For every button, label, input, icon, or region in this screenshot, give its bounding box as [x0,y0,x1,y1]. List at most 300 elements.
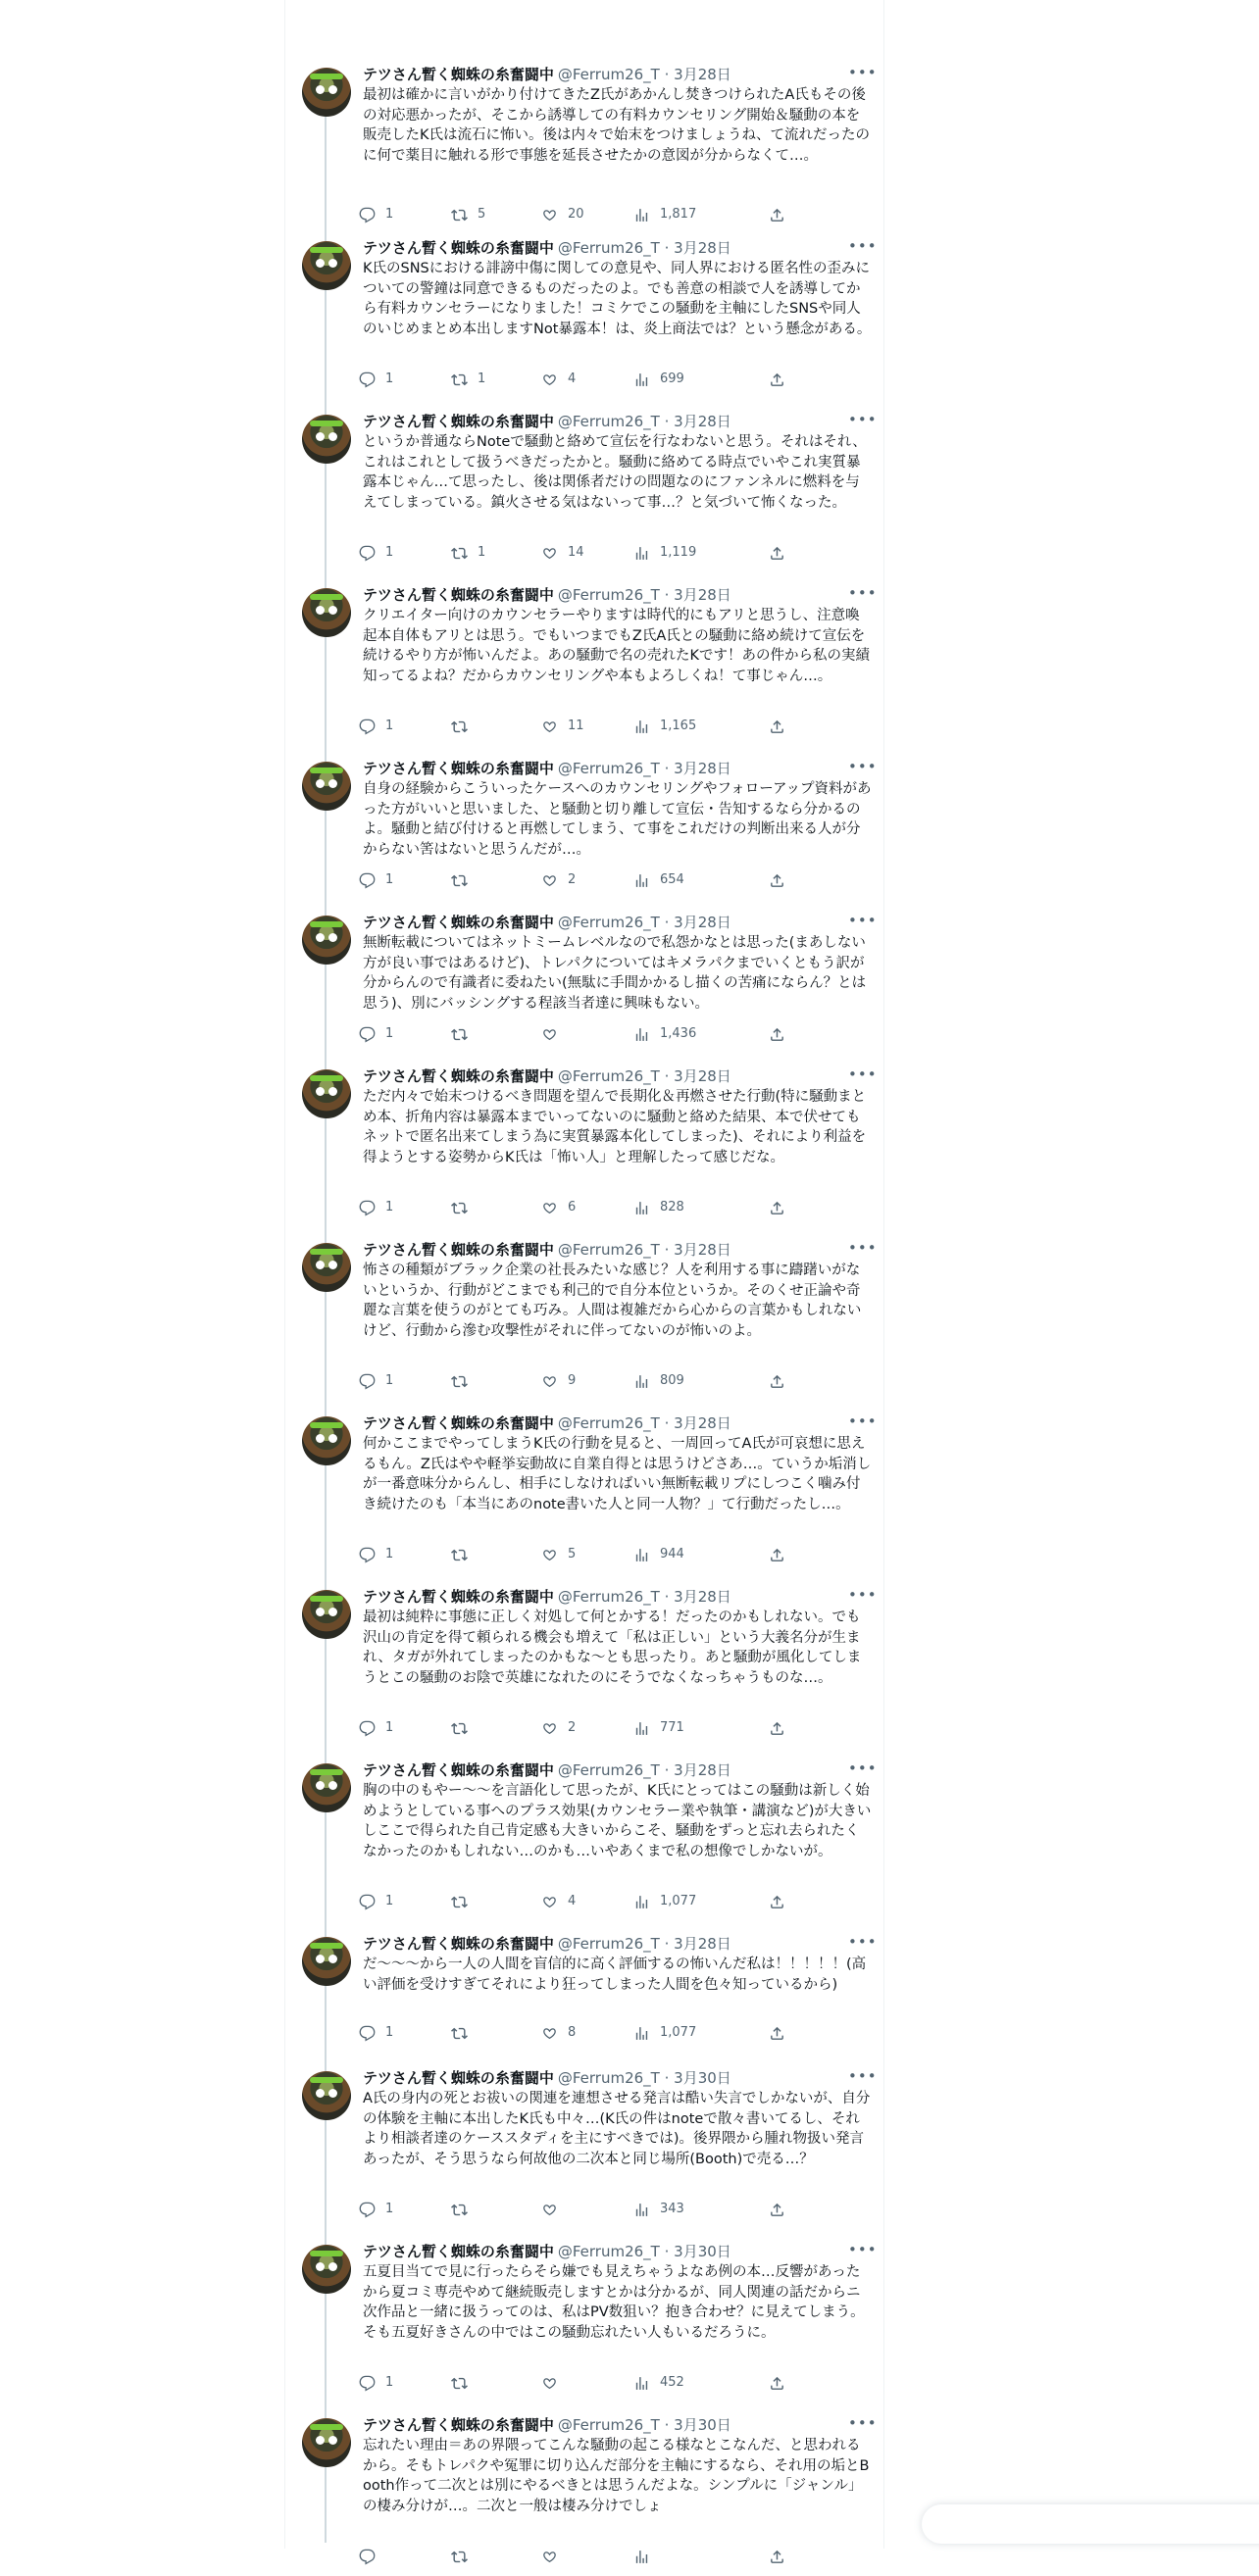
like-button[interactable] [541,1718,576,1738]
tweet-actions [359,2200,810,2219]
like-button[interactable] [541,870,576,890]
heart-icon [541,1200,558,1216]
avatar[interactable] [302,68,351,117]
tweet-text: K氏のSNSにおける誹謗中傷に関しての意見や、同人界における匿名性の歪みについての警鐘は同意できるものだったのよ。でも善意の相談で人を誘導してから有料カウンセラーになりました！コミケでこの騒動を主軸にしたSNSや同人のいじめまとめ本出しますNot暴露本！は、炎上商法では？という懸念がある。 [363,261,872,337]
tweet-header: テツさん暫く蜘蛛の糸奮闘中 @Ferrum26_T · 3月28日 [363,760,731,777]
views-button[interactable] [633,2547,660,2566]
avatar[interactable] [302,2071,351,2120]
tweet-actions [359,2547,810,2566]
tweet-header: テツさん暫く蜘蛛の糸奮闘中 @Ferrum26_T · 3月28日 [363,914,731,931]
tweet-date[interactable]: 3月28日 [674,1067,731,1085]
reply-count: 1 [385,1547,394,1561]
author-name[interactable]: テツさん暫く蜘蛛の糸奮闘中 [363,2416,554,2434]
more-options-icon[interactable]: ••• [848,2241,878,2258]
author-name[interactable]: テツさん暫く蜘蛛の糸奮闘中 [363,1588,554,1606]
retweet-icon [451,2202,468,2218]
tweet-actions [359,370,810,389]
avatar[interactable] [302,588,351,637]
tweet-header: テツさん暫く蜘蛛の糸奮闘中 @Ferrum26_T · 3月28日 [363,1241,731,1259]
tweet-header: テツさん暫く蜘蛛の糸奮闘中 @Ferrum26_T · 3月28日 [363,1067,731,1085]
reply-icon [359,2025,376,2042]
author-name[interactable]: テツさん暫く蜘蛛の糸奮闘中 [363,2243,554,2260]
more-options-icon[interactable]: ••• [848,758,878,775]
reply-count: 1 [385,1373,394,1388]
share-icon [769,718,785,735]
retweet-icon [451,1720,468,1737]
reply-count: 1 [385,2202,394,2216]
tweet-date[interactable]: 3月28日 [674,1241,731,1259]
heart-icon [541,718,558,735]
reply-count: 1 [385,545,394,560]
share-button[interactable] [769,205,795,224]
analytics-icon [633,545,650,562]
reply-button[interactable] [359,717,393,736]
like-button[interactable] [541,1024,568,1044]
reply-count: 1 [385,1720,394,1735]
tweet-date[interactable]: 3月28日 [674,586,731,604]
analytics-icon [633,1894,650,1910]
like-button[interactable] [541,1892,576,1911]
tweet-actions [359,1024,810,1044]
tweet-text: 怖さの種類がブラック企業の社長みたいな感じ？人を利用する事に躊躇いがないというか、行動がどこまでも利己的で自分本位というか。そのくせ正論や奇麗な言葉を使うのがとても巧み。人間は複雑だから心からの言葉かもしれないけど、行動から滲む攻撃性がそれに伴ってないのが怖いのよ。 [363,1263,862,1339]
tweet-text: 忘れたい理由＝あの界隈ってこんな騒動の起こる様なとこなんだ、と思われるから。そもトレパクや冤罪に切り込んだ部分を主軸にするなら、それ用の垢とBooth作って二次とは別にやるべきとは思うんだよな。シンプルに「ジャンル」の棲み分けが…。二次と一般は棲み分けでしょ [363,2438,870,2514]
views-button[interactable] [633,543,696,563]
views-button[interactable] [633,717,696,736]
share-button[interactable] [769,1198,795,1217]
share-icon [769,2202,785,2218]
retweet-icon [451,2375,468,2392]
share-icon [769,2375,785,2392]
more-options-icon[interactable]: ••• [848,2414,878,2432]
author-name[interactable]: テツさん暫く蜘蛛の糸奮闘中 [363,1414,554,1432]
share-icon [769,872,785,889]
heart-icon [541,1373,558,1390]
retweet-button[interactable] [451,1371,478,1391]
tweet-text: クリエイター向けのカウンセラーやりますは時代的にもアリと思うし、注意喚起本自体もアリとは思う。でもいつまでもZ氏A氏との騒動に絡め続けて宣伝を続けるやり方が怖いんだよ。あの騒動で名の売れたKです！あの件から私の実績知ってるよね？だからカウンセリングや本もよろしくね！て事じゃん…。 [363,608,871,684]
avatar[interactable] [302,1937,351,1986]
view-count: 654 [660,872,684,887]
reply-button[interactable] [359,1371,393,1391]
more-options-icon[interactable]: ••• [848,411,878,428]
like-count: 4 [568,372,577,386]
tweet-text: ただ内々で始末つけるべき問題を望んで長期化＆再燃させた行動(特に騒動まとめ本、折角内容は暴露本までいってないのに騒動と絡めた結果、本で伏せてもネットで匿名出来てしまう為に実質暴露本化してしまった)、それにより利益を得ようとする姿勢からK氏は「怖い人」と理解したって感じだな。 [363,1089,867,1165]
retweet-icon [451,1200,468,1216]
author-handle[interactable]: @Ferrum26_T [557,586,660,604]
author-name[interactable]: テツさん暫く蜘蛛の糸奮闘中 [363,1935,554,1953]
retweet-icon [451,545,468,562]
tweet[interactable] [294,1933,878,2053]
tweet-date[interactable]: 3月28日 [674,413,731,430]
tweet-date[interactable]: 3月30日 [674,2416,731,2434]
like-button[interactable] [541,205,584,224]
avatar[interactable] [302,2418,351,2467]
tweet-date[interactable]: 3月28日 [674,239,731,257]
like-button[interactable] [541,2547,568,2566]
tweet-text: 最初は確かに言いがかり付けてきたZ氏があかんし焚きつけられたA氏もその後の対応悪かったが、そこから誘導しての有料カウンセリング開始＆騒動の本を販売したK氏は流石に怖い。後は内々で始末をつけましょうね、て流れだったのに何で薬目に触れる形で事態を延長させたかの意図が分からなくて…。 [363,87,871,164]
retweet-icon [451,2025,468,2042]
retweet-icon [451,2549,468,2565]
like-button[interactable] [541,1545,576,1564]
tweet-text: 胸の中のもやー～～を言語化して思ったが、K氏にとってはこの騒動は新しく始めようとしている事へのプラス効果(カウンセラー業や執筆・講演など)が大きいしここで得られた自己肯定感も大きいからこそ、騒動をずっと忘れ去られたくなかったのかもしれない…のかも…いやあくまで私の想像でしかないが。 [363,1783,872,1859]
author-name[interactable]: テツさん暫く蜘蛛の糸奮闘中 [363,760,554,777]
author-name[interactable]: テツさん暫く蜘蛛の糸奮闘中 [363,586,554,604]
avatar[interactable] [302,1069,351,1118]
like-button[interactable] [541,2373,568,2393]
tweet-date[interactable]: 3月28日 [674,1935,731,1953]
author-handle[interactable]: @Ferrum26_T [557,760,660,777]
like-count: 2 [568,872,577,887]
author-handle[interactable]: @Ferrum26_T [557,914,660,931]
like-count: 9 [568,1373,577,1388]
avatar[interactable] [302,241,351,290]
tweet[interactable] [294,2067,878,2229]
reply-count: 1 [385,1894,394,1908]
reply-button[interactable] [359,1024,393,1044]
heart-icon [541,545,558,562]
like-count: 4 [568,1894,577,1908]
author-name[interactable]: テツさん暫く蜘蛛の糸奮闘中 [363,1241,554,1259]
tweet-actions [359,1198,810,1217]
like-count: 14 [568,545,584,560]
like-button[interactable] [541,370,576,389]
tweet-text: A氏の身内の死とお祓いの関連を連想させる発言は酷い失言でしかないが、自分の体験を主軸に本出したK氏も中々…(K氏の件はnoteで散々書いてるし、それより相談者達のケーススタディを主にすべきでは)。後界隈から腫れ物扱い発言あったが、そう思うなら何故他の二次本と同じ場所(Booth)で売る…？ [363,2091,871,2167]
share-button[interactable] [769,1371,795,1391]
analytics-icon [633,2025,650,2042]
views-button[interactable] [633,1892,696,1911]
views-button[interactable] [633,2200,684,2219]
author-handle[interactable]: @Ferrum26_T [557,66,660,83]
retweet-icon [451,1547,468,1563]
retweet-count: 1 [478,372,486,386]
reply-icon [359,1026,376,1043]
heart-icon [541,2025,558,2042]
tweet-date[interactable]: 3月30日 [674,2069,731,2087]
share-icon [769,1720,785,1737]
tweet-date[interactable]: 3月28日 [674,1761,731,1779]
tweet-actions [359,1718,810,1738]
heart-icon [541,1894,558,1910]
analytics-icon [633,207,650,223]
retweet-button[interactable] [451,1892,478,1911]
retweet-button[interactable] [451,2023,478,2043]
view-count: 944 [660,1547,684,1561]
reply-icon [359,718,376,735]
reply-count: 1 [385,207,394,222]
tweet-header: テツさん暫く蜘蛛の糸奮闘中 @Ferrum26_T · 3月28日 [363,586,731,604]
reply-count: 1 [385,872,394,887]
retweet-button[interactable] [451,370,485,389]
tweet[interactable] [294,1412,878,1574]
view-count: 809 [660,1373,684,1388]
author-handle[interactable]: @Ferrum26_T [557,1241,660,1259]
tweet[interactable] [294,237,878,399]
reply-icon [359,545,376,562]
reply-button[interactable] [359,1718,393,1738]
view-count: 343 [660,2202,684,2216]
author-handle[interactable]: @Ferrum26_T [557,239,660,257]
author-name[interactable]: テツさん暫く蜘蛛の糸奮闘中 [363,1067,554,1085]
like-button[interactable] [541,1371,576,1391]
messages-drawer[interactable] [922,2504,1259,2544]
retweet-button[interactable] [451,205,485,224]
share-button[interactable] [769,2373,795,2393]
avatar[interactable] [302,916,351,965]
tweet-text: 何かここまでやってしまうK氏の行動を見ると、一周回ってA氏が可哀想に思えるもん。Z氏はやや軽挙妄動故に自業自得とは思うけどさあ…。ていうか垢消しが一番意味分からんし、相手にしなければいい無断転載リプにしつこく噛み付き続けたのも「本当にあのnote書いた人と同一人物？」て行動だったし…。 [363,1436,872,1512]
author-name[interactable]: テツさん暫く蜘蛛の糸奮闘中 [363,66,554,83]
retweet-button[interactable] [451,1545,478,1564]
heart-icon [541,1026,558,1043]
tweet-header: テツさん暫く蜘蛛の糸奮闘中 @Ferrum26_T · 3月28日 [363,1414,731,1432]
views-button[interactable] [633,1198,684,1217]
retweet-button[interactable] [451,1024,478,1044]
view-count: 1,077 [660,1894,697,1908]
more-options-icon[interactable]: ••• [848,1412,878,1430]
tweet-actions [359,1892,810,1911]
more-options-icon[interactable]: ••• [848,2067,878,2085]
analytics-icon [633,1373,650,1390]
tweet-actions [359,870,810,890]
views-button[interactable] [633,870,684,890]
reply-icon [359,207,376,223]
views-button[interactable] [633,2373,684,2393]
analytics-icon [633,1200,650,1216]
author-handle[interactable]: @Ferrum26_T [557,2416,660,2434]
avatar[interactable] [302,762,351,811]
share-button[interactable] [769,870,795,890]
views-button[interactable] [633,205,696,224]
analytics-icon [633,718,650,735]
avatar[interactable] [302,1763,351,1812]
avatar[interactable] [302,1243,351,1292]
share-button[interactable] [769,2023,795,2043]
analytics-icon [633,1720,650,1737]
tweet[interactable] [294,1759,878,1921]
reply-button[interactable] [359,870,393,890]
view-count: 1,119 [660,545,697,560]
heart-icon [541,872,558,889]
view-count: 1,165 [660,718,697,733]
author-handle[interactable]: @Ferrum26_T [557,1067,660,1085]
author-handle[interactable]: @Ferrum26_T [557,413,660,430]
reply-icon [359,1547,376,1563]
view-count: 699 [660,372,684,386]
author-name[interactable]: テツさん暫く蜘蛛の糸奮闘中 [363,239,554,257]
retweet-button[interactable] [451,870,478,890]
tweet-actions [359,717,810,736]
like-button[interactable] [541,1198,576,1217]
reply-button[interactable] [359,2373,393,2393]
like-button[interactable] [541,2023,576,2043]
retweet-count: 5 [478,207,486,222]
tweet-header: テツさん暫く蜘蛛の糸奮闘中 @Ferrum26_T · 3月28日 [363,413,731,430]
retweet-icon [451,1894,468,1910]
tweet-text: というか普通ならNoteで騒動と絡めて宣伝を行なわないと思う。それはそれ、これはこれとして扱うべきだったかと。騒動に絡めてる時点でいやこれ実質暴露本じゃん…て思ったし、後は関係者だけの問題なのにファンネルに燃料を与えてしまっている。鎮火させる気はないって事…？と気づいて怖くなった。 [363,434,867,511]
more-options-icon[interactable]: ••• [848,1065,878,1083]
tweet-header: テツさん暫く蜘蛛の糸奮闘中 @Ferrum26_T · 3月28日 [363,1588,731,1606]
author-handle[interactable]: @Ferrum26_T [557,2069,660,2087]
share-icon [769,1373,785,1390]
heart-icon [541,207,558,223]
view-count: 1,817 [660,207,697,222]
more-options-icon[interactable]: ••• [848,64,878,81]
views-button[interactable] [633,1024,696,1044]
reply-button[interactable] [359,1545,393,1564]
reply-icon [359,2375,376,2392]
share-button[interactable] [769,2547,795,2566]
tweet-date[interactable]: 3月28日 [674,760,731,777]
author-handle[interactable]: @Ferrum26_T [557,1414,660,1432]
analytics-icon [633,2202,650,2218]
like-count: 8 [568,2025,577,2040]
views-button[interactable] [633,1545,684,1564]
like-button[interactable] [541,2200,568,2219]
reply-icon [359,1200,376,1216]
heart-icon [541,2549,558,2565]
tweet-date[interactable]: 3月28日 [674,66,731,83]
author-handle[interactable]: @Ferrum26_T [557,1761,660,1779]
share-icon [769,1026,785,1043]
like-button[interactable] [541,717,584,736]
author-handle[interactable]: @Ferrum26_T [557,2243,660,2260]
retweet-button[interactable] [451,543,485,563]
author-handle[interactable]: @Ferrum26_T [557,1588,660,1606]
like-count: 6 [568,1200,577,1214]
tweet[interactable] [294,1586,878,1748]
retweet-button[interactable] [451,2547,478,2566]
avatar[interactable] [302,415,351,464]
views-button[interactable] [633,2023,696,2043]
more-options-icon[interactable]: ••• [848,912,878,929]
tweet-actions [359,2023,810,2043]
author-handle[interactable]: @Ferrum26_T [557,1935,660,1953]
tweet-header: テツさん暫く蜘蛛の糸奮闘中 @Ferrum26_T · 3月28日 [363,239,731,257]
tweet-text: だ～～～から一人の人間を盲信的に高く評価するの怖いんだ私は！！！！！(高い評価を受けすぎてそれにより狂ってしまった人間を色々知っているから) [363,1957,867,1993]
retweet-button[interactable] [451,2200,478,2219]
retweet-button[interactable] [451,2373,478,2393]
share-button[interactable] [769,1024,795,1044]
reply-button[interactable] [359,2547,385,2566]
reply-button[interactable] [359,1198,393,1217]
tweet[interactable] [294,1239,878,1401]
tweet-header: テツさん暫く蜘蛛の糸奮闘中 @Ferrum26_T · 3月30日 [363,2416,731,2434]
more-options-icon[interactable]: ••• [848,584,878,602]
author-name[interactable]: テツさん暫く蜘蛛の糸奮闘中 [363,1761,554,1779]
more-options-icon[interactable]: ••• [848,237,878,255]
view-count: 828 [660,1200,684,1214]
reply-button[interactable] [359,2023,393,2043]
view-count: 771 [660,1720,684,1735]
tweet-actions [359,543,810,563]
tweet-header: テツさん暫く蜘蛛の糸奮闘中 @Ferrum26_T · 3月28日 [363,1761,731,1779]
share-icon [769,372,785,388]
share-icon [769,2549,785,2565]
view-count: 452 [660,2375,684,2390]
views-button[interactable] [633,1718,684,1738]
share-button[interactable] [769,1892,795,1911]
more-options-icon[interactable]: ••• [848,1239,878,1257]
share-button[interactable] [769,370,795,389]
author-name[interactable]: テツさん暫く蜘蛛の糸奮闘中 [363,914,554,931]
views-button[interactable] [633,1371,684,1391]
share-button[interactable] [769,543,795,563]
retweet-icon [451,872,468,889]
share-button[interactable] [769,1718,795,1738]
author-name[interactable]: テツさん暫く蜘蛛の糸奮闘中 [363,2069,554,2087]
share-button[interactable] [769,2200,795,2219]
tweet[interactable] [294,411,878,572]
avatar[interactable] [302,2245,351,2294]
reply-button[interactable] [359,543,393,563]
reply-icon [359,1894,376,1910]
reply-button[interactable] [359,1892,393,1911]
analytics-icon [633,2375,650,2392]
tweet-text: 五夏目当てで見に行ったらそら嫌でも見えちゃうよなあ例の本…反響があったから夏コミ専売やめて継続販売しますとかは分かるが、同人関連の話だからニ次作品と一緒に扱うってのは、私はPV数狙い？抱き合わせ？に見えてしまう。そも五夏好きさんの中ではこの騒動忘れたい人もいるだろうに。 [363,2264,865,2341]
tweet[interactable] [294,912,878,1054]
reply-icon [359,1720,376,1737]
author-name[interactable]: テツさん暫く蜘蛛の糸奮闘中 [363,413,554,430]
heart-icon [541,372,558,388]
share-icon [769,1547,785,1563]
avatar[interactable] [302,1416,351,1465]
tweet-actions [359,1371,810,1391]
share-button[interactable] [769,717,795,736]
tweet[interactable] [294,1065,878,1227]
reply-icon [359,372,376,388]
reply-button[interactable] [359,370,393,389]
like-count: 11 [568,718,584,733]
tweet-date[interactable]: 3月30日 [674,2243,731,2260]
like-count: 2 [568,1720,577,1735]
retweet-button[interactable] [451,1718,478,1738]
tweet[interactable] [294,758,878,900]
tweet-date[interactable]: 3月28日 [674,1414,731,1432]
analytics-icon [633,1547,650,1563]
tweet-date[interactable]: 3月28日 [674,914,731,931]
heart-icon [541,2375,558,2392]
reply-count: 1 [385,2375,394,2390]
tweet[interactable] [294,584,878,746]
reply-icon [359,1373,376,1390]
more-options-icon[interactable]: ••• [848,1933,878,1951]
retweet-icon [451,207,468,223]
more-options-icon[interactable]: ••• [848,1586,878,1604]
share-button[interactable] [769,1545,795,1564]
reply-button[interactable] [359,2200,393,2219]
like-button[interactable] [541,543,584,563]
retweet-icon [451,1026,468,1043]
tweet[interactable] [294,2414,878,2576]
heart-icon [541,1720,558,1737]
reply-icon [359,2549,376,2565]
reply-button[interactable] [359,205,393,224]
retweet-count: 1 [478,545,486,560]
heart-icon [541,1547,558,1563]
view-count: 1,077 [660,2025,697,2040]
tweet-date[interactable]: 3月28日 [674,1588,731,1606]
tweet-actions [359,2373,810,2393]
avatar[interactable] [302,1590,351,1639]
reply-count: 1 [385,372,394,386]
analytics-icon [633,372,650,388]
tweet-text: 自身の経験からこういったケースへのカウンセリングやフォローアップ資料があった方がいいと思いました、と騒動と切り離して宣伝・告知するなら分かるのよ。騒動と結び付けると再燃してしまう、て事をこれだけの判断出来る人が分からない筈はないと思うんだが…。 [363,781,872,858]
retweet-button[interactable] [451,1198,478,1217]
retweet-button[interactable] [451,717,478,736]
tweet[interactable] [294,2241,878,2403]
more-options-icon[interactable]: ••• [848,1759,878,1777]
views-button[interactable] [633,370,684,389]
reply-icon [359,872,376,889]
tweet[interactable] [294,64,878,234]
